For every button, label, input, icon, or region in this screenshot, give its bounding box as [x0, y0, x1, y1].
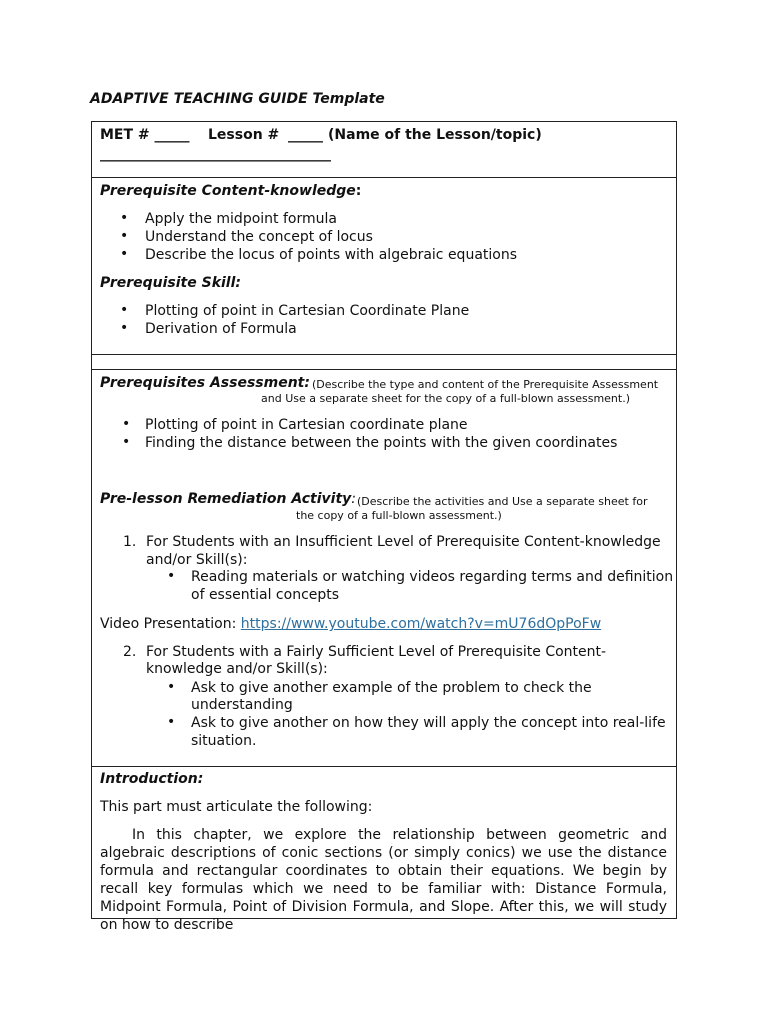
bullet-icon: • — [120, 302, 129, 318]
introduction-paragraph: In this chapter, we explore the relationship between geometric and algebraic descriptions of conic sections (or simply conics) we use the distance formula and rectangular coordinates to obtain their equations. We begin by recall key formulas which we need to be familiar with: Distance Formula, Midpoint Formula, Point of Division Formula, and Slope. After this, we will study on how to describe — [100, 827, 667, 933]
guide-table — [91, 121, 677, 933]
group2-item-cont: situation. — [191, 733, 257, 749]
met-number: MET # _____ — [100, 127, 190, 143]
group2-item-cont: understanding — [191, 697, 293, 713]
prereq-content-item: Apply the midpoint formula — [145, 211, 337, 227]
group2-item: Ask to give another example of the problem to check the — [191, 680, 592, 696]
lesson-number-blank: _____ — [288, 127, 323, 143]
header-row — [92, 122, 676, 177]
video-label: Video Presentation: — [100, 616, 237, 632]
prereq-content-item: Understand the concept of locus — [145, 229, 373, 245]
remediation-heading: Pre-lesson Remediation Activity — [100, 491, 352, 507]
bullet-icon: • — [122, 416, 131, 432]
prereq-skill-item: Plotting of point in Cartesian Coordinate Plane — [145, 303, 470, 319]
remediation-note: the copy of a full-blown assessment.) — [296, 509, 502, 522]
introduction-heading: Introduction: — [100, 771, 204, 787]
lesson-label: Lesson # — [208, 127, 280, 143]
prereq-skill-item: Derivation of Formula — [145, 321, 297, 337]
bullet-icon: • — [167, 714, 176, 730]
remediation-heading-line — [100, 490, 356, 508]
prereq-assessment-item: Plotting of point in Cartesian coordinate plane — [145, 417, 468, 433]
bullet-icon: • — [167, 568, 176, 584]
group1-title: For Students with an Insufficient Level of Prerequisite Content-knowledge — [146, 534, 661, 550]
prerequisites-row — [92, 178, 676, 354]
prereq-assessment-heading: Prerequisites Assessment: — [100, 375, 310, 391]
remediation-colon: : — [351, 491, 356, 507]
group1-number: 1. — [123, 534, 137, 550]
prereq-content-item: Describe the locus of points with algebraic equations — [145, 247, 518, 263]
bullet-icon: • — [120, 320, 129, 336]
assessment-row — [92, 370, 676, 766]
bullet-icon: • — [120, 246, 129, 262]
group1-item: Reading materials or watching videos regarding terms and definition — [191, 569, 674, 585]
prereq-assessment-item: Finding the distance between the points with the given coordinates — [145, 435, 618, 451]
bullet-icon: • — [120, 210, 129, 226]
group2-title-cont: knowledge and/or Skill(s): — [146, 661, 328, 677]
remediation-note: (Describe the activities and Use a separate sheet for — [357, 495, 648, 508]
bullet-icon: • — [167, 679, 176, 695]
prereq-skill-heading: Prerequisite Skill: — [100, 275, 241, 291]
group2-item: Ask to give another on how they will apply the concept into real-life — [191, 715, 666, 731]
group2-title: For Students with a Fairly Sufficient Level of Prerequisite Content- — [146, 644, 607, 660]
document-title: ADAPTIVE TEACHING GUIDE Template — [90, 91, 385, 107]
bullet-icon: • — [122, 434, 131, 450]
introduction-row — [92, 767, 676, 933]
lesson-name-label: (Name of the Lesson/topic) — [328, 127, 542, 143]
prereq-assessment-note: (Describe the type and content of the Prerequisite Assessment — [312, 378, 659, 391]
group1-item-cont: of essential concepts — [191, 587, 340, 603]
lesson-name-underline: _________________________________ — [100, 146, 331, 162]
prereq-content-heading: Prerequisite Content-knowledge — [100, 183, 356, 199]
video-presentation-line — [100, 615, 601, 633]
video-link[interactable]: https://www.youtube.com/watch?v=mU76dOpPoFw — [240, 616, 602, 632]
prereq-content-heading-line — [100, 182, 361, 200]
group1-title-cont: and/or Skill(s): — [146, 552, 248, 568]
prereq-assessment-note: and Use a separate sheet for the copy of a full-blown assessment.) — [261, 392, 631, 405]
bullet-icon: • — [120, 228, 129, 244]
introduction-lead: This part must articulate the following: — [100, 799, 373, 815]
row-divider — [92, 354, 676, 355]
prereq-content-colon: : — [355, 183, 362, 199]
group2-number: 2. — [123, 644, 137, 660]
